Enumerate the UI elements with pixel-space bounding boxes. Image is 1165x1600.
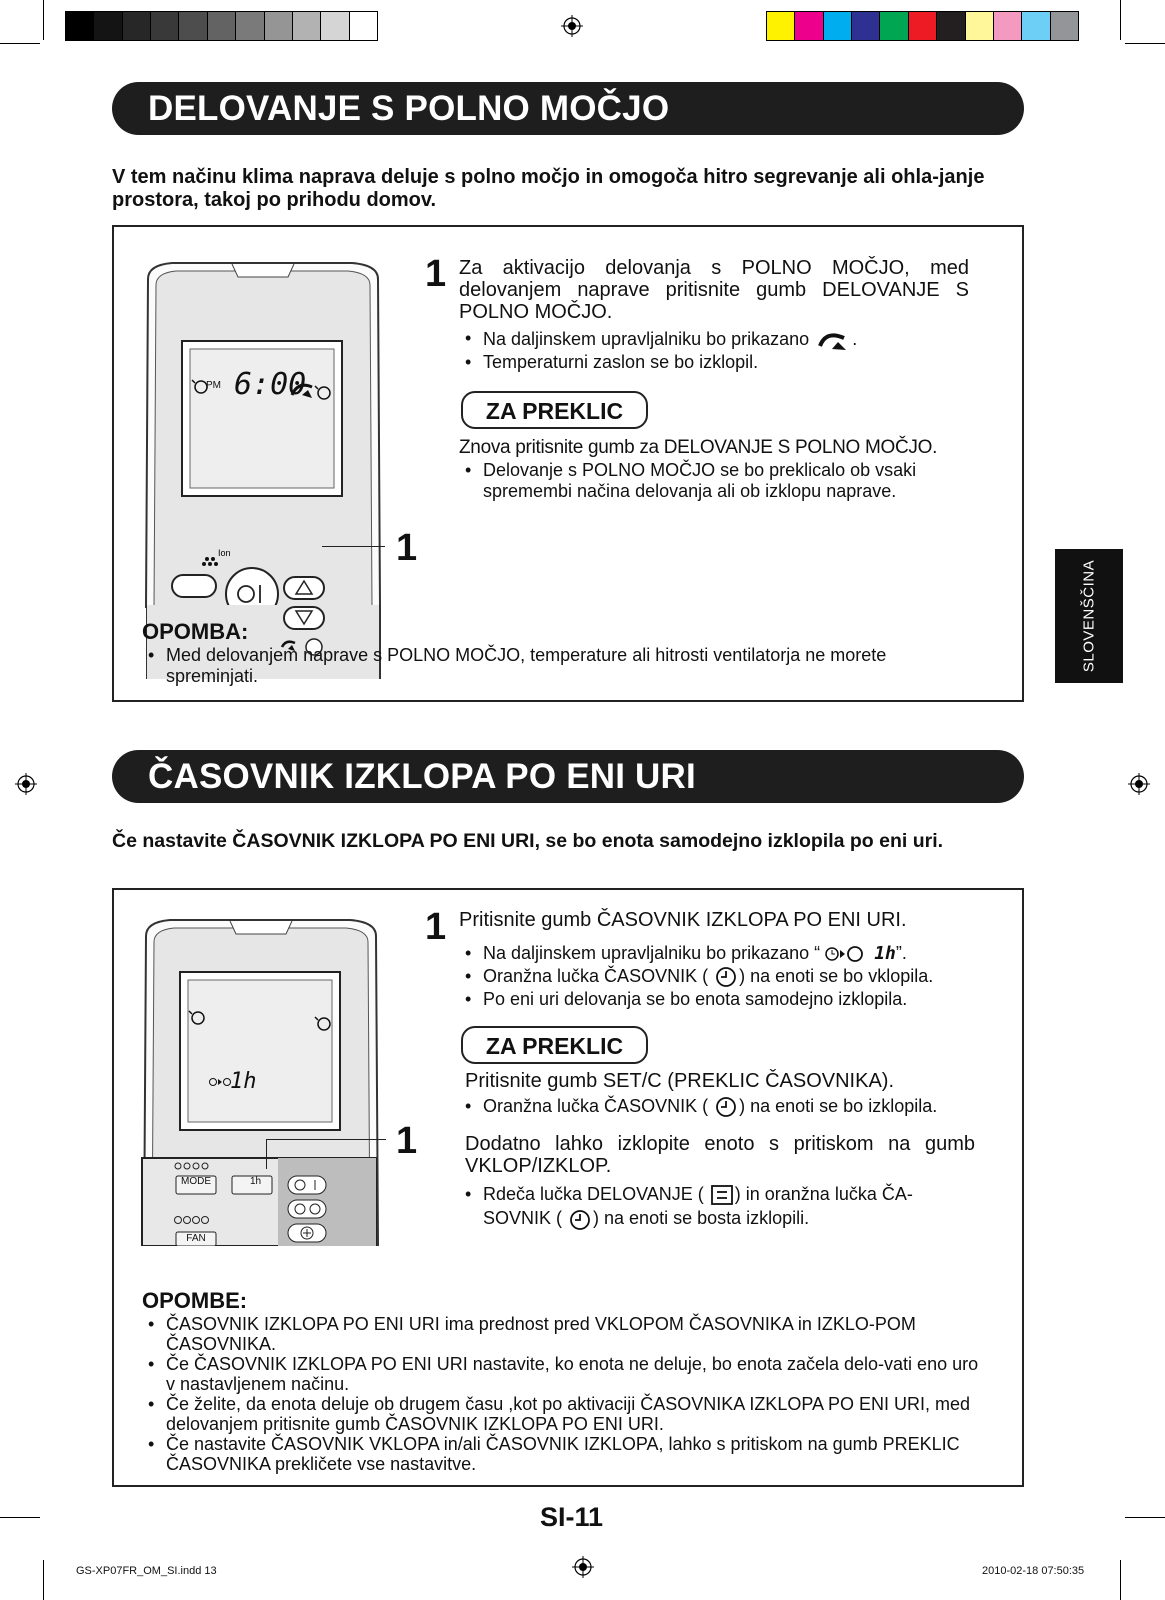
timer-off-button[interactable] [288,1200,326,1218]
timer-clock-icon [825,944,869,964]
ion-button[interactable] [172,575,216,597]
remote-ampm-display: PM [206,380,221,391]
powerful-mode-icon [814,328,852,352]
registration-mark-icon [15,773,37,795]
cmyk-color-bar [766,11,1078,41]
temp-down-icon[interactable] [284,607,324,629]
color-swatch [235,11,264,41]
color-swatch [65,11,94,41]
list-item: • Med delovanjem naprave s POLNO MOČJO, temperature ali hitrosti ventilatorja ne morete spreminjati. [142,645,982,687]
color-swatch [320,11,349,41]
color-swatch [292,11,321,41]
crop-mark [0,1517,40,1518]
extra-bullets [459,1182,979,1231]
color-swatch [936,11,965,41]
registration-mark-icon [572,1556,594,1578]
callout-line [322,546,385,547]
list-item: • Rdeča lučka DELOVANJE ( ) in oranžna lučka ČA-SOVNIK ( ) na enoti se bosta izklopili. [459,1182,979,1231]
list-item: • Če nastavite ČASOVNIK VKLOPA in/ali ČASOVNIK IZKLOPA, lahko s pritiskom na gumb PREKLIC ČASOVNIKA prekličete vse nastavitve. [142,1434,984,1474]
cancel-label: ZA PREKLIC [461,391,648,429]
timer-clock-icon [713,1096,739,1118]
note-title: OPOMBE: [142,1288,248,1313]
color-swatch [965,11,994,41]
mode-button-label: MODE [181,1176,211,1187]
color-swatch [823,11,852,41]
color-swatch [851,11,880,41]
list-item: • Oranžna lučka ČASOVNIK ( ) na enoti se bo izklopila. [459,1096,989,1118]
color-swatch [1050,11,1079,41]
callout-number: 1 [396,1120,418,1162]
color-swatch [93,11,122,41]
remote-control-illustration [140,916,390,1246]
cancel-text: Znova pritisnite gumb za DELOVANJE S POLNO MOČJO. [459,437,938,458]
operation-lamp-icon [709,1184,735,1206]
fan-button-label: FAN [186,1233,206,1244]
color-swatch [993,11,1022,41]
extra-text: Dodatno lahko izklopite enoto s pritiskom na gumb VKLOP/IZKLOP. [465,1133,975,1177]
footer-timestamp: 2010-02-18 07:50:35 [982,1565,1085,1577]
remote-1h-display: 1h [230,1069,257,1094]
remote-control-illustration [142,259,472,619]
color-swatch [794,11,823,41]
step-text: Pritisnite gumb ČASOVNIK IZKLOPA PO ENI URI. [459,909,907,931]
color-swatch [1021,11,1050,41]
color-swatch [879,11,908,41]
timer-clock-icon [713,966,739,988]
list-item: • ČASOVNIK IZKLOPA PO ENI URI ima prednost pred VKLOPOM ČASOVNIKA in IZKLO-POM ČASOVNIKA. [142,1314,984,1354]
color-swatch [766,11,795,41]
callout-line [266,1139,386,1140]
timer-set-button[interactable] [288,1224,326,1242]
footer-file: GS-XP07FR_OM_SI.indd 13 [76,1565,217,1577]
crop-mark [43,1560,44,1600]
list-item: • Po eni uri delovanja se bo enota samodejno izklopila. [459,988,989,1010]
color-swatch [178,11,207,41]
color-swatch [264,11,293,41]
remote-time-display: 6:00 [234,367,307,402]
cancel-text: Pritisnite gumb SET/C (PREKLIC ČASOVNIKA). [465,1070,895,1092]
section-intro: Če nastavite ČASOVNIK IZKLOPA PO ENI URI, se bo enota samodejno izklopila po eni uri. [112,830,944,852]
gray-color-bar [65,11,377,41]
color-swatch [122,11,151,41]
list-item: • Na daljinskem upravljalniku bo prikazano . [459,328,979,352]
note-list [142,1314,984,1474]
crop-mark [1120,1560,1121,1600]
instruction-box [112,888,1024,1487]
cancel-bullets [459,1096,989,1118]
instruction-box [112,225,1024,702]
list-item: • Na daljinskem upravljalniku bo prikazano “ 1h”. [459,942,989,965]
callout-line [266,1139,267,1169]
timer-on-button[interactable] [288,1176,326,1194]
color-swatch [908,11,937,41]
registration-mark-icon [561,15,583,37]
ion-label: Ion [218,548,231,558]
list-item: • Delovanje s POLNO MOČJO se bo preklicalo ob vsaki spremembi načina delovanja ali ob izklopu naprave. [459,460,979,502]
list-item: • Če ČASOVNIK IZKLOPA PO ENI URI nastavite, ko enota ne deluje, bo enota začela delo-vati eno uro v nastavljenem načinu. [142,1354,984,1394]
crop-mark [0,43,40,44]
cancel-bullets [459,460,979,502]
timer-clock-icon [567,1209,593,1231]
one-hour-button-label: 1h [250,1176,262,1187]
step-text: Za aktivacijo delovanja s POLNO MOČJO, med delovanjem naprave pritisnite gumb DELOVANJE S POLNO MOČJO. [459,257,969,323]
step-bullets [459,942,989,1010]
color-swatch [349,11,378,41]
crop-mark [43,0,44,40]
callout-number: 1 [396,527,418,569]
step-bullets [459,328,979,373]
one-hour-display-text: 1h [874,943,896,964]
language-tab-label: SLOVENŠČINA [1080,559,1098,673]
section-title: ČASOVNIK IZKLOPA PO ENI URI [112,750,1024,803]
note-title: OPOMBA: [142,619,249,644]
cancel-label: ZA PREKLIC [461,1026,648,1064]
color-swatch [150,11,179,41]
step-number: 1 [425,253,447,295]
list-item: • Temperaturni zaslon se bo izklopil. [459,352,979,373]
list-item: • Oranžna lučka ČASOVNIK ( ) na enoti se bo vklopila. [459,965,989,988]
note-list [142,645,982,687]
crop-mark [1125,43,1165,44]
section-intro: V tem načinu klima naprava deluje s polno močjo in omogoča hitro segrevanje ali ohla-janje prostora, takoj po prihodu domov. [112,166,985,211]
step-number: 1 [425,906,447,948]
crop-mark [1125,1517,1165,1518]
temp-up-icon[interactable] [284,577,324,599]
color-swatch [207,11,236,41]
crop-mark [1120,0,1121,40]
section-title: DELOVANJE S POLNO MOČJO [112,82,1024,135]
language-tab [1055,549,1123,683]
registration-mark-icon [1128,773,1150,795]
list-item: • Če želite, da enota deluje ob drugem času ,kot po aktivaciji ČASOVNIKA IZKLOPA PO ENI URI, med delovanjem pritisnite gumb ČASOVNIK IZKLOPA PO ENI URI. [142,1394,984,1434]
page-number: SI-11 [540,1502,604,1532]
